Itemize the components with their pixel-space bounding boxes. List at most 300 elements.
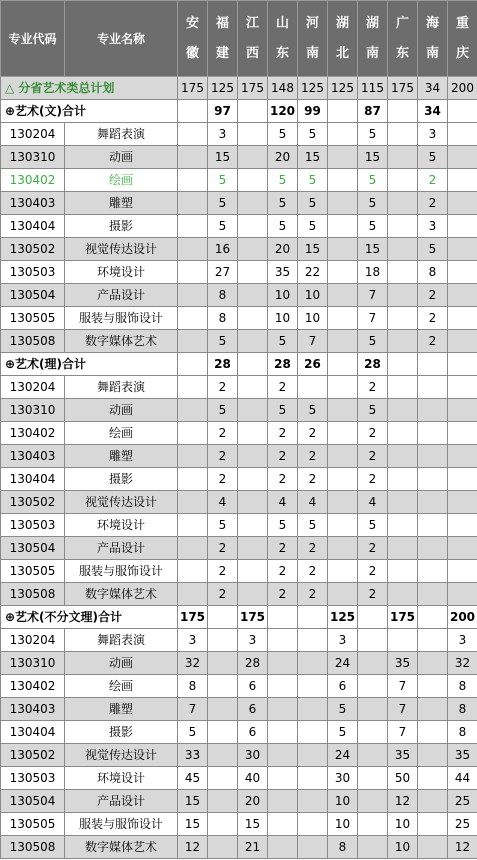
quota-cell: 40 — [238, 767, 268, 790]
quota-cell: 5 — [358, 192, 388, 215]
quota-cell: 4 — [208, 491, 238, 514]
quota-cell — [268, 813, 298, 836]
major-name: 舞蹈表演 — [65, 123, 178, 146]
quota-cell: 5 — [268, 514, 298, 537]
quota-cell: 5 — [208, 169, 238, 192]
quota-cell: 5 — [298, 192, 328, 215]
quota-cell: 7 — [388, 721, 418, 744]
quota-cell: 5 — [418, 238, 448, 261]
table-row — [1, 215, 477, 238]
quota-cell — [448, 468, 477, 491]
quota-cell — [298, 836, 328, 859]
quota-cell: 44 — [448, 767, 477, 790]
quota-cell — [358, 836, 388, 859]
major-code: 130310 — [1, 146, 65, 169]
quota-cell: 5 — [268, 169, 298, 192]
header-row — [1, 1, 477, 77]
quota-cell: 25 — [448, 813, 477, 836]
quota-cell: 10 — [328, 813, 358, 836]
section-value — [178, 353, 208, 376]
quota-cell: 2 — [418, 284, 448, 307]
quota-cell — [178, 238, 208, 261]
total-value: 125 — [298, 77, 328, 100]
quota-cell — [178, 261, 208, 284]
quota-cell: 2 — [418, 169, 448, 192]
total-value: 125 — [328, 77, 358, 100]
quota-cell: 15 — [178, 813, 208, 836]
quota-cell: 2 — [358, 583, 388, 606]
quota-cell: 8 — [418, 261, 448, 284]
quota-cell: 3 — [178, 629, 208, 652]
quota-cell — [238, 307, 268, 330]
quota-cell: 30 — [328, 767, 358, 790]
quota-cell: 3 — [328, 629, 358, 652]
quota-cell: 20 — [238, 790, 268, 813]
header-province — [208, 1, 238, 77]
header-province-char: 建 — [215, 45, 229, 61]
section-total-row — [1, 353, 477, 376]
section-value: 28 — [208, 353, 238, 376]
quota-cell — [388, 376, 418, 399]
section-value: 99 — [298, 100, 328, 123]
quota-cell: 3 — [418, 123, 448, 146]
quota-cell — [358, 790, 388, 813]
total-row — [1, 77, 477, 100]
section-value — [238, 100, 268, 123]
major-name: 产品设计 — [65, 790, 178, 813]
quota-cell — [418, 652, 448, 675]
quota-cell — [388, 307, 418, 330]
quota-cell: 35 — [448, 744, 477, 767]
quota-cell — [388, 537, 418, 560]
major-name: 产品设计 — [65, 284, 178, 307]
header-province-char: 东 — [395, 45, 409, 61]
quota-cell — [448, 514, 477, 537]
quota-cell — [298, 790, 328, 813]
major-name: 数字媒体艺术 — [65, 836, 178, 859]
major-code: 130403 — [1, 445, 65, 468]
quota-cell: 2 — [268, 376, 298, 399]
quota-cell — [178, 468, 208, 491]
quota-cell: 2 — [208, 468, 238, 491]
quota-cell — [448, 146, 477, 169]
major-code: 130404 — [1, 721, 65, 744]
total-value: 175 — [388, 77, 418, 100]
table-row — [1, 192, 477, 215]
quota-cell — [418, 721, 448, 744]
quota-cell: 10 — [298, 284, 328, 307]
section-value: 28 — [268, 353, 298, 376]
section-value — [418, 606, 448, 629]
quota-cell — [418, 422, 448, 445]
major-name: 服装与服饰设计 — [65, 813, 178, 836]
quota-cell — [208, 652, 238, 675]
major-name: 环境设计 — [65, 514, 178, 537]
quota-cell: 2 — [418, 192, 448, 215]
quota-cell — [388, 583, 418, 606]
quota-cell — [448, 169, 477, 192]
table-row — [1, 330, 477, 353]
quota-cell — [418, 399, 448, 422]
quota-cell: 2 — [208, 445, 238, 468]
table-row — [1, 721, 477, 744]
major-name: 动画 — [65, 146, 178, 169]
major-code: 130403 — [1, 698, 65, 721]
quota-cell — [298, 629, 328, 652]
quota-cell: 20 — [268, 238, 298, 261]
quota-cell: 7 — [358, 284, 388, 307]
quota-cell: 5 — [268, 123, 298, 146]
quota-cell — [268, 836, 298, 859]
table-row — [1, 813, 477, 836]
quota-cell: 7 — [388, 698, 418, 721]
quota-cell: 22 — [298, 261, 328, 284]
quota-cell — [208, 813, 238, 836]
quota-cell: 2 — [268, 445, 298, 468]
quota-cell: 6 — [238, 675, 268, 698]
quota-cell: 5 — [358, 514, 388, 537]
quota-cell — [418, 560, 448, 583]
quota-cell: 2 — [208, 422, 238, 445]
table-row — [1, 445, 477, 468]
major-name: 视觉传达设计 — [65, 238, 178, 261]
section-value — [328, 353, 358, 376]
table-body — [1, 1, 477, 859]
major-name: 摄影 — [65, 468, 178, 491]
quota-cell — [238, 376, 268, 399]
major-name: 绘画 — [65, 169, 178, 192]
quota-cell — [418, 836, 448, 859]
table-row — [1, 698, 477, 721]
quota-cell: 2 — [298, 560, 328, 583]
header-province-char: 重 — [455, 15, 469, 31]
quota-cell — [178, 376, 208, 399]
quota-cell — [448, 238, 477, 261]
quota-cell — [358, 652, 388, 675]
quota-cell — [268, 721, 298, 744]
quota-cell — [418, 445, 448, 468]
quota-cell: 2 — [208, 537, 238, 560]
major-name: 数字媒体艺术 — [65, 330, 178, 353]
quota-cell — [388, 215, 418, 238]
quota-cell: 15 — [238, 813, 268, 836]
section-value — [418, 353, 448, 376]
header-province — [178, 1, 208, 77]
quota-cell: 2 — [208, 376, 238, 399]
major-name: 动画 — [65, 652, 178, 675]
quota-cell: 2 — [358, 537, 388, 560]
quota-cell — [238, 284, 268, 307]
quota-cell: 2 — [268, 537, 298, 560]
quota-cell — [388, 422, 418, 445]
table-row — [1, 307, 477, 330]
quota-cell: 5 — [298, 123, 328, 146]
quota-cell — [388, 445, 418, 468]
quota-cell: 7 — [358, 307, 388, 330]
quota-cell — [178, 445, 208, 468]
quota-cell: 12 — [178, 836, 208, 859]
quota-cell — [238, 261, 268, 284]
quota-cell — [328, 514, 358, 537]
table-row — [1, 146, 477, 169]
quota-cell — [328, 422, 358, 445]
quota-cell: 5 — [358, 330, 388, 353]
major-name: 数字媒体艺术 — [65, 583, 178, 606]
header-province-char: 海 — [425, 15, 439, 31]
quota-cell: 2 — [208, 560, 238, 583]
quota-cell: 7 — [298, 330, 328, 353]
quota-cell — [238, 468, 268, 491]
section-value — [238, 353, 268, 376]
table-row — [1, 491, 477, 514]
header-province-char: 西 — [245, 45, 259, 61]
quota-cell: 24 — [328, 652, 358, 675]
quota-cell — [178, 192, 208, 215]
quota-cell: 10 — [298, 307, 328, 330]
quota-cell — [328, 330, 358, 353]
section-value — [448, 100, 477, 123]
quota-cell: 5 — [298, 215, 328, 238]
major-code: 130504 — [1, 537, 65, 560]
section-value: 26 — [298, 353, 328, 376]
quota-cell — [178, 560, 208, 583]
quota-cell — [238, 192, 268, 215]
quota-cell — [328, 146, 358, 169]
major-code: 130402 — [1, 422, 65, 445]
quota-cell: 5 — [298, 169, 328, 192]
header-province-char: 广 — [395, 15, 409, 31]
quota-cell: 32 — [178, 652, 208, 675]
header-code: 专业代码 — [1, 1, 65, 77]
table-row — [1, 514, 477, 537]
quota-cell — [328, 284, 358, 307]
section-title: ⊕艺术(文)合计 — [1, 100, 178, 123]
quota-cell — [178, 284, 208, 307]
quota-cell: 5 — [328, 698, 358, 721]
section-value: 34 — [418, 100, 448, 123]
quota-cell: 15 — [358, 146, 388, 169]
quota-cell — [298, 721, 328, 744]
section-value: 120 — [268, 100, 298, 123]
quota-cell: 7 — [178, 698, 208, 721]
quota-cell: 2 — [298, 583, 328, 606]
quota-cell: 24 — [328, 744, 358, 767]
quota-cell — [298, 698, 328, 721]
quota-cell — [388, 146, 418, 169]
section-value — [388, 100, 418, 123]
header-province-char: 安 — [185, 15, 199, 31]
quota-cell — [238, 514, 268, 537]
quota-cell — [328, 491, 358, 514]
major-name: 舞蹈表演 — [65, 629, 178, 652]
quota-cell: 8 — [208, 307, 238, 330]
quota-cell — [298, 744, 328, 767]
table-row — [1, 675, 477, 698]
quota-cell — [448, 330, 477, 353]
table-row — [1, 238, 477, 261]
header-province-char: 北 — [335, 45, 349, 61]
quota-cell: 21 — [238, 836, 268, 859]
table-row — [1, 261, 477, 284]
quota-cell: 2 — [358, 376, 388, 399]
header-province-char: 河 — [305, 15, 319, 31]
header-province-char: 山 — [275, 15, 289, 31]
table-row — [1, 744, 477, 767]
total-value: 115 — [358, 77, 388, 100]
quota-cell — [328, 560, 358, 583]
section-total-row — [1, 606, 477, 629]
major-name: 绘画 — [65, 675, 178, 698]
quota-cell: 3 — [238, 629, 268, 652]
table-row — [1, 468, 477, 491]
quota-cell — [418, 813, 448, 836]
quota-cell: 7 — [388, 675, 418, 698]
header-province-char: 江 — [245, 15, 259, 31]
quota-cell — [448, 560, 477, 583]
header-province-char: 湖 — [335, 15, 349, 31]
quota-cell: 5 — [208, 514, 238, 537]
quota-cell: 10 — [268, 307, 298, 330]
header-province — [238, 1, 268, 77]
section-value — [358, 606, 388, 629]
total-title: △ 分省艺术类总计划 — [1, 77, 178, 100]
quota-cell — [448, 399, 477, 422]
quota-cell — [238, 537, 268, 560]
section-title: ⊕艺术(不分文理)合计 — [1, 606, 178, 629]
table-row — [1, 790, 477, 813]
table-row — [1, 376, 477, 399]
quota-cell — [268, 698, 298, 721]
total-value: 148 — [268, 77, 298, 100]
quota-cell — [208, 790, 238, 813]
quota-cell — [208, 698, 238, 721]
major-name: 摄影 — [65, 215, 178, 238]
quota-cell: 16 — [208, 238, 238, 261]
quota-cell — [238, 445, 268, 468]
quota-cell — [178, 215, 208, 238]
quota-cell — [388, 560, 418, 583]
quota-cell — [448, 445, 477, 468]
quota-cell — [448, 215, 477, 238]
quota-cell — [238, 330, 268, 353]
quota-cell: 25 — [448, 790, 477, 813]
table-row — [1, 767, 477, 790]
quota-cell: 3 — [208, 123, 238, 146]
quota-cell: 15 — [298, 238, 328, 261]
quota-cell: 35 — [388, 652, 418, 675]
section-value: 175 — [238, 606, 268, 629]
quota-cell: 5 — [358, 399, 388, 422]
section-value: 87 — [358, 100, 388, 123]
quota-cell — [388, 238, 418, 261]
quota-cell — [328, 192, 358, 215]
quota-cell — [268, 675, 298, 698]
quota-cell — [298, 675, 328, 698]
major-code: 130504 — [1, 284, 65, 307]
quota-cell: 5 — [268, 399, 298, 422]
quota-cell — [178, 399, 208, 422]
section-value: 200 — [448, 606, 477, 629]
major-code: 130403 — [1, 192, 65, 215]
quota-cell: 2 — [418, 330, 448, 353]
table-row — [1, 560, 477, 583]
quota-cell — [388, 399, 418, 422]
major-code: 130502 — [1, 238, 65, 261]
quota-cell — [268, 767, 298, 790]
quota-cell — [418, 376, 448, 399]
quota-cell: 35 — [388, 744, 418, 767]
quota-cell: 5 — [298, 399, 328, 422]
major-code: 130503 — [1, 261, 65, 284]
header-province-char: 徽 — [185, 45, 199, 61]
quota-cell: 5 — [268, 330, 298, 353]
quota-cell — [448, 192, 477, 215]
quota-cell: 2 — [418, 307, 448, 330]
quota-cell — [268, 652, 298, 675]
quota-cell: 6 — [238, 698, 268, 721]
quota-cell: 5 — [358, 169, 388, 192]
quota-cell: 2 — [358, 445, 388, 468]
quota-cell — [238, 215, 268, 238]
quota-cell: 5 — [208, 399, 238, 422]
quota-cell — [448, 261, 477, 284]
quota-cell — [418, 468, 448, 491]
major-code: 130508 — [1, 330, 65, 353]
quota-cell — [418, 675, 448, 698]
quota-cell — [298, 376, 328, 399]
major-code: 130503 — [1, 767, 65, 790]
quota-cell — [178, 514, 208, 537]
total-value: 34 — [418, 77, 448, 100]
quota-cell — [178, 307, 208, 330]
quota-cell: 8 — [448, 698, 477, 721]
major-code: 130204 — [1, 629, 65, 652]
major-name: 绘画 — [65, 422, 178, 445]
quota-cell — [388, 330, 418, 353]
quota-cell — [418, 491, 448, 514]
table-row — [1, 537, 477, 560]
quota-cell — [238, 399, 268, 422]
quota-cell: 5 — [298, 514, 328, 537]
quota-cell — [238, 560, 268, 583]
table-row — [1, 652, 477, 675]
quota-cell — [418, 790, 448, 813]
quota-cell — [328, 123, 358, 146]
major-name: 视觉传达设计 — [65, 744, 178, 767]
major-name: 视觉传达设计 — [65, 491, 178, 514]
major-code: 130310 — [1, 399, 65, 422]
major-code: 130502 — [1, 744, 65, 767]
section-total-row — [1, 100, 477, 123]
quota-cell — [448, 537, 477, 560]
quota-cell: 15 — [208, 146, 238, 169]
quota-cell: 2 — [268, 468, 298, 491]
section-value: 28 — [358, 353, 388, 376]
section-value — [208, 606, 238, 629]
quota-cell — [448, 376, 477, 399]
total-value: 175 — [178, 77, 208, 100]
quota-cell — [298, 652, 328, 675]
quota-cell: 12 — [388, 790, 418, 813]
major-name: 环境设计 — [65, 261, 178, 284]
header-province-char: 福 — [215, 15, 229, 31]
section-value — [388, 353, 418, 376]
quota-cell: 5 — [208, 215, 238, 238]
quota-cell — [268, 744, 298, 767]
quota-cell — [328, 445, 358, 468]
quota-cell: 8 — [178, 675, 208, 698]
quota-cell: 20 — [268, 146, 298, 169]
